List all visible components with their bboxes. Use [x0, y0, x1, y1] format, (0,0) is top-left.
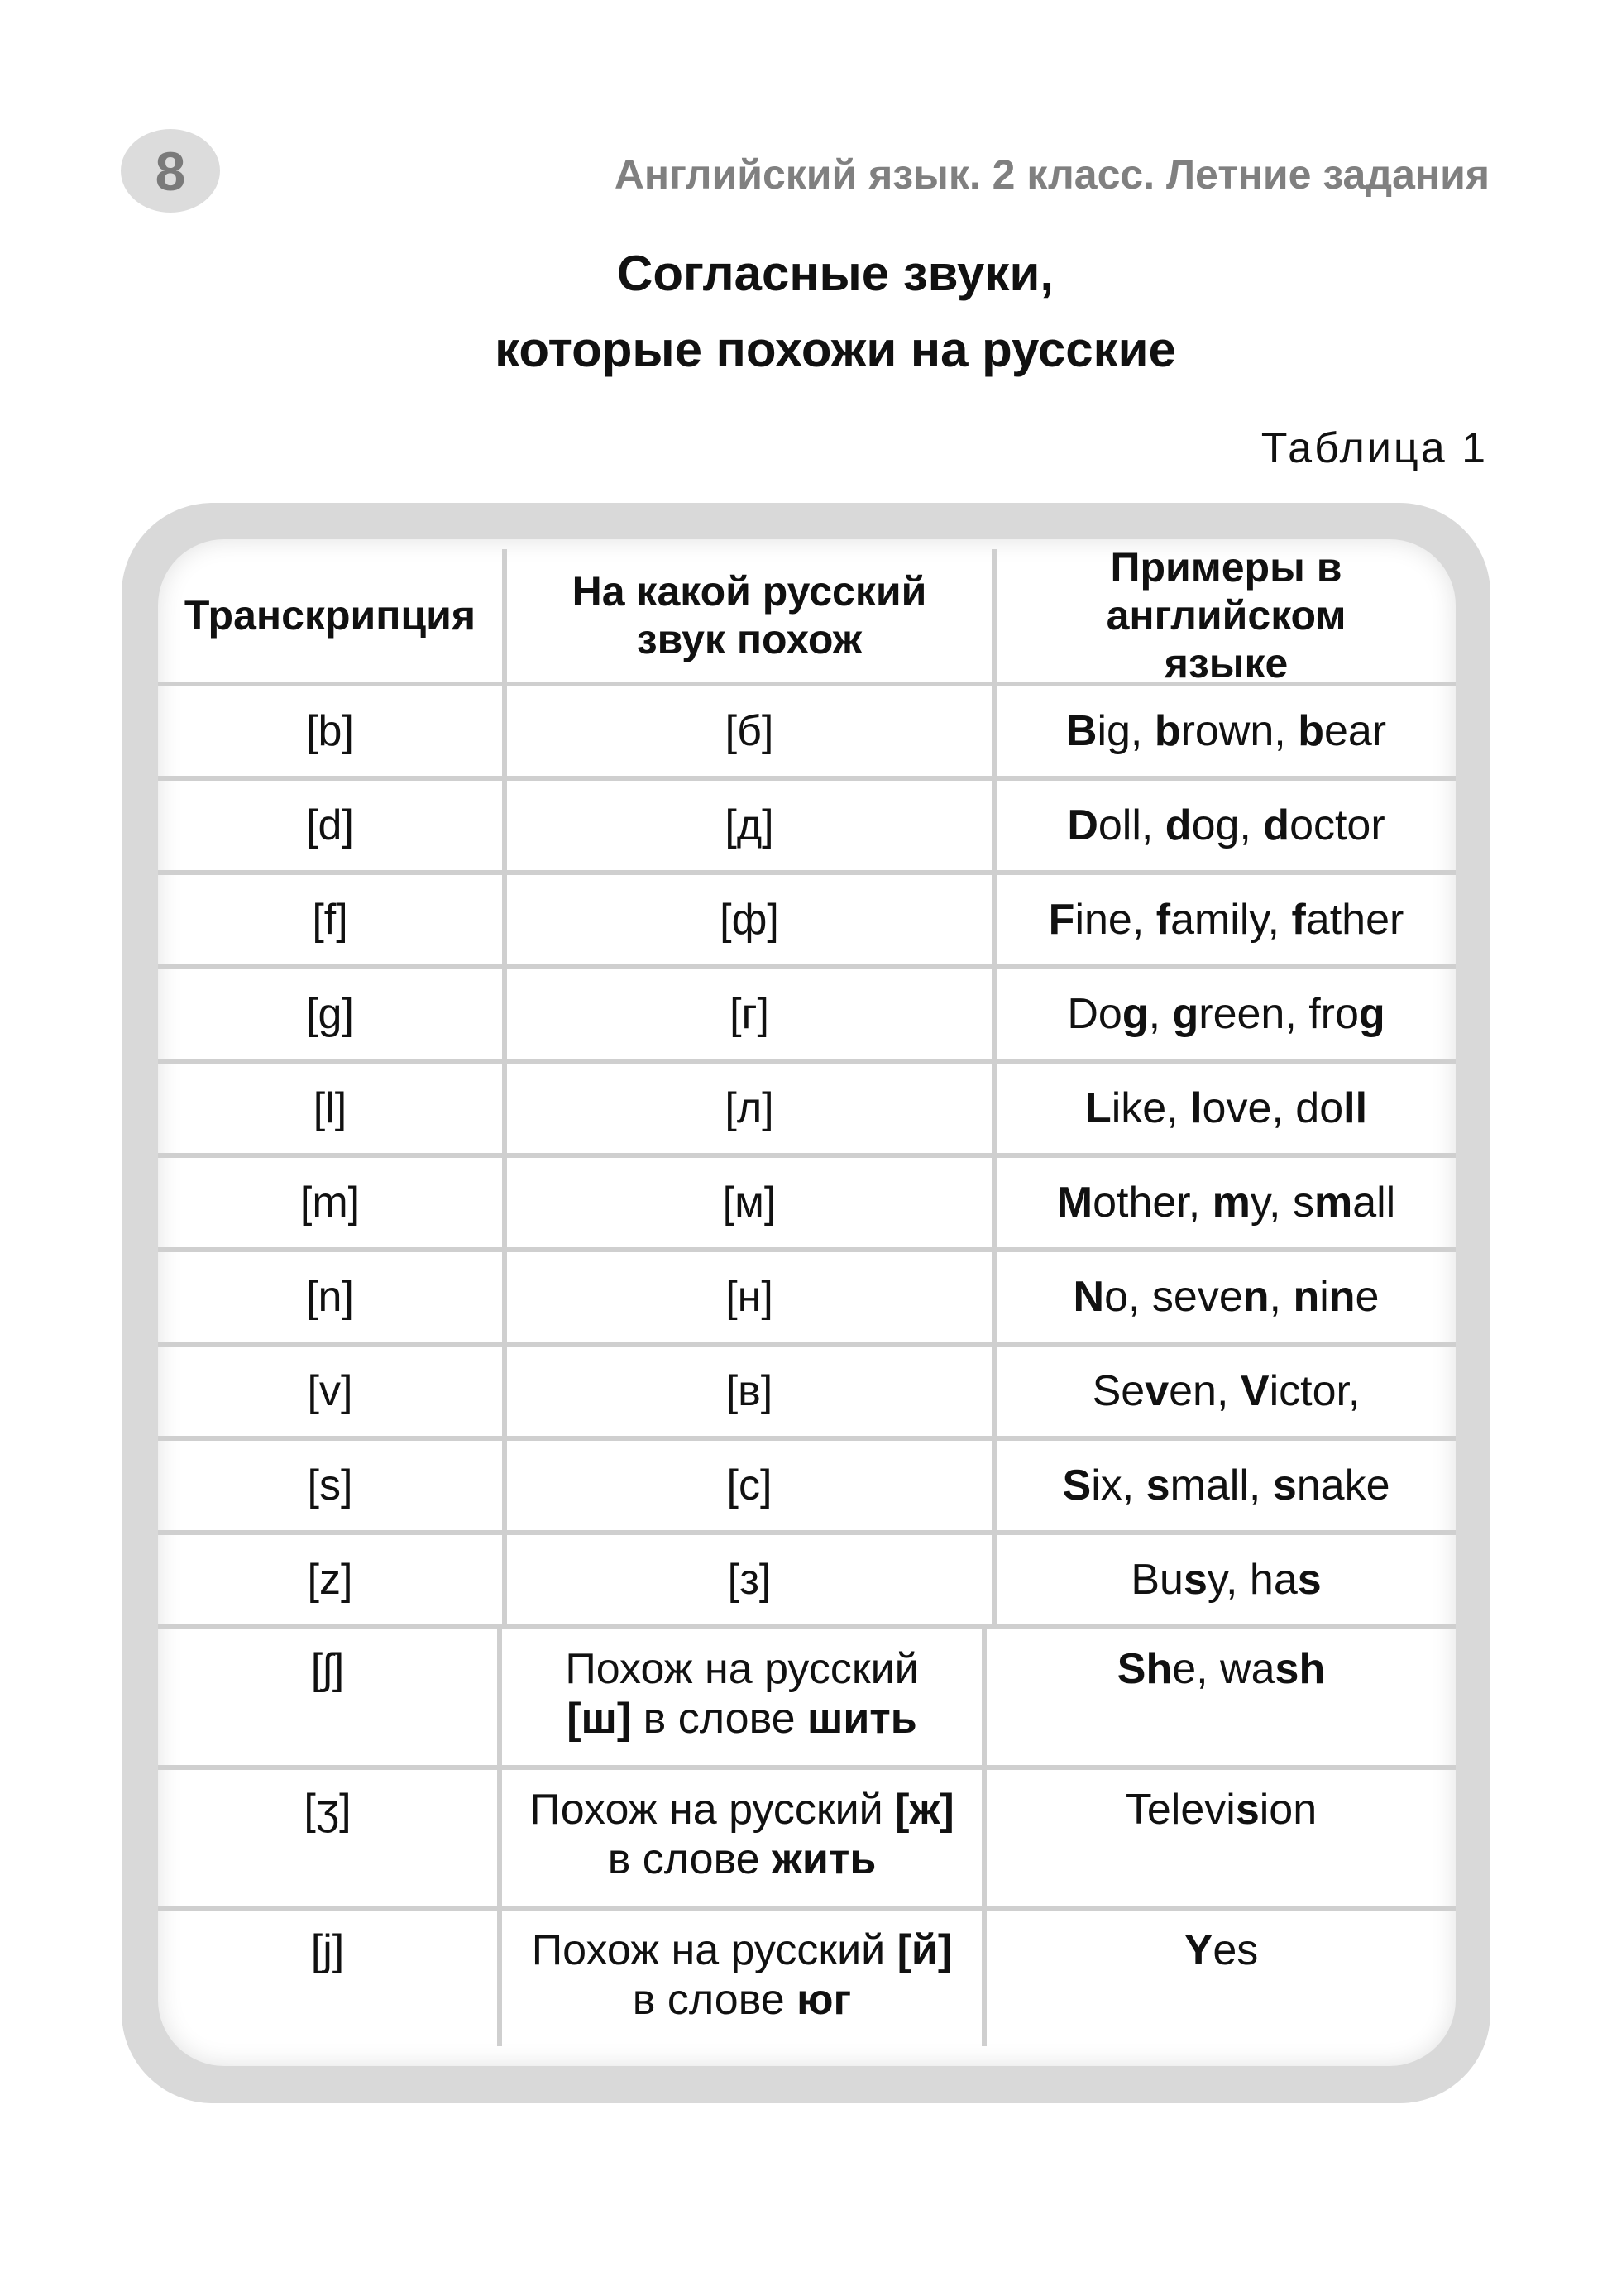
examples-cell-lines — [1067, 989, 1385, 1039]
bold-segment: ll — [1343, 1084, 1368, 1132]
russian-sound-cell-line — [720, 895, 779, 945]
russian-sound-cell-lines — [723, 1178, 777, 1227]
text-segment: ix, — [1091, 1461, 1146, 1509]
russian-sound-cell-line — [727, 1461, 773, 1510]
russian-sound-cell-line — [726, 1366, 773, 1416]
transcription-cell: [ʃ] — [158, 1629, 502, 1765]
russian-sound-cell-line — [565, 1644, 918, 1694]
text-segment: [м] — [722, 1179, 777, 1227]
russian-sound-cell-line — [532, 1975, 952, 2025]
bold-segment: b — [1154, 707, 1181, 755]
russian-sound-cell-lines — [725, 1272, 773, 1322]
bold-segment: S — [1062, 1461, 1092, 1509]
text-segment: ictor, — [1269, 1367, 1361, 1415]
bold-segment: l — [1190, 1084, 1203, 1132]
table-row — [158, 1347, 1456, 1441]
page-title — [0, 236, 1612, 388]
title-line-1: Согласные звуки, — [616, 246, 1055, 301]
bold-segment: n — [1328, 1273, 1356, 1321]
russian-sound-cell-lines — [529, 1785, 954, 1884]
examples-cell-lines — [1057, 1178, 1395, 1227]
russian-sound-cell-line — [725, 706, 774, 756]
transcription-cell: [d] — [158, 781, 507, 870]
russian-sound-cell — [507, 875, 997, 964]
bold-segment: юг — [796, 1976, 852, 2024]
examples-cell-line — [1057, 1178, 1395, 1227]
russian-sound-cell-line — [529, 1785, 954, 1834]
examples-cell — [987, 1911, 1456, 2046]
examples-cell — [987, 1629, 1456, 1765]
table-row — [158, 1770, 1456, 1911]
examples-cell-lines — [1093, 1366, 1361, 1416]
text-segment: reen, fro — [1198, 990, 1359, 1038]
bold-segment: шить — [807, 1695, 917, 1743]
bold-segment: g — [1122, 990, 1149, 1038]
transcription-cell: [s] — [158, 1441, 507, 1530]
bold-segment: s — [1272, 1461, 1297, 1509]
examples-cell-line — [1063, 1461, 1390, 1510]
text-segment: в слове — [631, 1695, 807, 1743]
bold-segment: s — [1146, 1461, 1170, 1509]
bold-segment: f — [1291, 896, 1306, 944]
text-segment: e, wa — [1172, 1645, 1275, 1693]
bold-segment: L — [1084, 1084, 1112, 1132]
examples-cell — [997, 1441, 1456, 1530]
text-segment: Похож на русский — [531, 1926, 897, 1974]
russian-sound-cell-line — [729, 989, 769, 1039]
text-segment: [д] — [725, 801, 774, 849]
table-row — [158, 969, 1456, 1064]
table-row — [158, 1252, 1456, 1347]
examples-cell-lines — [1049, 895, 1404, 945]
table-row — [158, 781, 1456, 875]
bold-segment: m — [1313, 1179, 1353, 1227]
text-segment: ike, — [1111, 1084, 1191, 1132]
examples-cell — [997, 1252, 1456, 1342]
bold-segment: sh — [1275, 1645, 1326, 1693]
transcription-cell: [n] — [158, 1252, 507, 1342]
text-segment: og, — [1191, 801, 1264, 849]
russian-sound-cell — [507, 1441, 997, 1530]
russian-sound-cell-lines — [726, 1366, 773, 1416]
bold-segment: N — [1073, 1273, 1105, 1321]
transcription-cell: [v] — [158, 1347, 507, 1436]
text-segment: o, seve — [1104, 1273, 1243, 1321]
examples-cell — [997, 1158, 1456, 1247]
examples-cell-lines — [1074, 1272, 1380, 1322]
bold-segment: g — [1172, 990, 1199, 1038]
examples-cell-line — [1085, 1083, 1367, 1133]
text-segment: ear — [1323, 707, 1387, 755]
examples-cell-line — [1126, 1785, 1317, 1834]
bold-segment: F — [1048, 896, 1075, 944]
transcription-cell: [g] — [158, 969, 507, 1059]
russian-sound-cell — [507, 1252, 997, 1342]
russian-sound-cell-lines — [727, 1461, 773, 1510]
header-examples-text: Примеры в английском языке — [1106, 544, 1347, 686]
examples-cell — [997, 875, 1456, 964]
russian-sound-cell — [502, 1911, 987, 2046]
consonants-table — [158, 544, 1456, 2046]
examples-cell-line — [1074, 1272, 1380, 1322]
text-segment: в слове — [632, 1976, 797, 2024]
russian-sound-cell — [507, 969, 997, 1059]
examples-cell-line — [1184, 1925, 1259, 1975]
examples-cell-line — [1117, 1644, 1325, 1694]
text-segment: Похож на русский — [529, 1786, 896, 1834]
russian-sound-cell-line — [725, 1083, 773, 1133]
examples-cell-lines — [1184, 1925, 1259, 1975]
text-segment: octor — [1289, 801, 1385, 849]
russian-sound-cell — [507, 1158, 997, 1247]
russian-sound-cell-lines — [532, 1925, 952, 2025]
transcription-cell: [ʒ] — [158, 1770, 502, 1906]
text-segment: [ф] — [720, 896, 779, 944]
bold-segment: Sh — [1117, 1645, 1173, 1693]
examples-cell — [997, 1535, 1456, 1624]
transcription-cell: [b] — [158, 686, 507, 776]
text-segment: [л] — [725, 1084, 774, 1132]
bold-segment: s — [1235, 1786, 1260, 1834]
bold-segment: D — [1067, 801, 1098, 849]
text-segment: Se — [1092, 1367, 1146, 1415]
text-segment: ine, — [1074, 896, 1156, 944]
bold-segment: f — [1155, 896, 1171, 944]
table-row — [158, 875, 1456, 969]
text-segment: ove, do — [1202, 1084, 1344, 1132]
table-row — [158, 686, 1456, 781]
header-examples — [997, 544, 1456, 686]
running-head: Английский язык. 2 класс. Летние задания — [614, 151, 1490, 198]
transcription-cell: [m] — [158, 1158, 507, 1247]
text-segment: [в] — [725, 1367, 773, 1415]
russian-sound-cell-line — [529, 1834, 954, 1884]
text-segment: Televi — [1125, 1786, 1236, 1834]
text-segment: amily, — [1170, 896, 1292, 944]
examples-cell-lines — [1066, 706, 1386, 756]
russian-sound-cell — [502, 1770, 987, 1906]
table-row — [158, 1064, 1456, 1158]
table-row — [158, 1158, 1456, 1252]
page-number: 8 — [121, 129, 220, 213]
text-segment: [г] — [729, 990, 769, 1038]
text-segment: y, s — [1250, 1179, 1314, 1227]
examples-cell-lines — [1131, 1555, 1321, 1605]
russian-sound-cell — [507, 781, 997, 870]
examples-cell-lines — [1067, 801, 1385, 850]
text-segment: [с] — [726, 1461, 773, 1509]
bold-segment: Y — [1184, 1926, 1213, 1974]
table-row — [158, 1441, 1456, 1535]
text-segment: ig, — [1097, 707, 1155, 755]
examples-cell — [997, 969, 1456, 1059]
bold-segment: [ш] — [567, 1695, 632, 1743]
bold-segment: b — [1298, 707, 1324, 755]
text-segment: i — [1319, 1273, 1329, 1321]
russian-sound-cell — [502, 1629, 987, 1765]
bold-segment: s — [1183, 1556, 1208, 1604]
text-segment: nake — [1296, 1461, 1390, 1509]
russian-sound-cell — [507, 1347, 997, 1436]
examples-cell-line — [1093, 1366, 1361, 1416]
table-row — [158, 1911, 1456, 2046]
russian-sound-cell-line — [565, 1694, 918, 1744]
examples-cell-line — [1049, 895, 1404, 945]
bold-segment: g — [1358, 990, 1385, 1038]
text-segment: , — [1148, 990, 1173, 1038]
text-segment: y, ha — [1207, 1556, 1298, 1604]
russian-sound-cell-lines — [725, 706, 774, 756]
text-segment: mall, — [1170, 1461, 1273, 1509]
bold-segment: n — [1293, 1273, 1320, 1321]
examples-cell-lines — [1126, 1785, 1317, 1834]
header-russian-sound-text: На какой русский звук похож — [572, 568, 927, 662]
russian-sound-cell-line — [725, 801, 773, 850]
russian-sound-cell-lines — [729, 989, 769, 1039]
transcription-cell: [j] — [158, 1911, 502, 2046]
table-header-row — [158, 544, 1456, 686]
text-segment: rown, — [1180, 707, 1299, 755]
text-segment: Bu — [1131, 1556, 1184, 1604]
text-segment: Похож на русский — [565, 1645, 919, 1693]
bold-segment: B — [1065, 707, 1098, 755]
bold-segment: m — [1212, 1179, 1251, 1227]
russian-sound-cell-line — [532, 1925, 952, 1975]
bold-segment: M — [1056, 1179, 1093, 1227]
bold-segment: n — [1242, 1273, 1270, 1321]
russian-sound-cell-lines — [728, 1555, 772, 1605]
text-segment: Do — [1067, 990, 1122, 1038]
bold-segment: d — [1263, 801, 1290, 849]
text-segment: [з] — [727, 1556, 772, 1604]
text-segment: other, — [1093, 1179, 1213, 1227]
text-segment: , — [1269, 1273, 1294, 1321]
bold-segment: жить — [772, 1835, 877, 1883]
title-line-2: которые похожи на русские — [495, 322, 1176, 377]
examples-cell-line — [1067, 989, 1385, 1039]
russian-sound-cell-lines — [725, 1083, 773, 1133]
examples-cell-lines — [1063, 1461, 1390, 1510]
examples-cell — [997, 686, 1456, 776]
table-row — [158, 1535, 1456, 1629]
table-label: Таблица 1 — [1260, 424, 1488, 472]
transcription-cell: [z] — [158, 1535, 507, 1624]
examples-cell — [997, 781, 1456, 870]
bold-segment: d — [1165, 801, 1192, 849]
text-segment: en, — [1169, 1367, 1241, 1415]
transcription-cell: [l] — [158, 1064, 507, 1153]
russian-sound-cell-lines — [720, 895, 779, 945]
header-russian-sound — [507, 549, 997, 682]
russian-sound-cell-lines — [725, 801, 773, 850]
examples-cell — [997, 1347, 1456, 1436]
russian-sound-cell-line — [725, 1272, 773, 1322]
transcription-cell: [f] — [158, 875, 507, 964]
examples-cell-line — [1131, 1555, 1321, 1605]
text-segment: e — [1355, 1273, 1380, 1321]
header-transcription: Транскрипция — [158, 549, 507, 682]
examples-cell-line — [1066, 706, 1386, 756]
bold-segment: [й] — [897, 1926, 953, 1974]
examples-cell-lines — [1117, 1644, 1325, 1694]
text-segment: ather — [1305, 896, 1404, 944]
text-segment: в слове — [607, 1835, 773, 1883]
examples-cell-line — [1067, 801, 1385, 850]
bold-segment: v — [1145, 1367, 1170, 1415]
russian-sound-cell — [507, 1535, 997, 1624]
text-segment: all — [1352, 1179, 1396, 1227]
text-segment: oll, — [1098, 801, 1165, 849]
russian-sound-cell — [507, 686, 997, 776]
russian-sound-cell — [507, 1064, 997, 1153]
russian-sound-cell-lines — [565, 1644, 918, 1744]
examples-cell — [997, 1064, 1456, 1153]
text-segment: ion — [1259, 1786, 1318, 1834]
russian-sound-cell-line — [728, 1555, 772, 1605]
bold-segment: s — [1297, 1556, 1322, 1604]
bold-segment: [ж] — [895, 1786, 954, 1834]
text-segment: [б] — [725, 707, 774, 755]
bold-segment: V — [1240, 1367, 1270, 1415]
examples-cell — [987, 1770, 1456, 1906]
russian-sound-cell-line — [723, 1178, 777, 1227]
examples-cell-lines — [1085, 1083, 1367, 1133]
table-row — [158, 1629, 1456, 1770]
text-segment: [н] — [725, 1273, 773, 1321]
text-segment: es — [1213, 1926, 1259, 1974]
